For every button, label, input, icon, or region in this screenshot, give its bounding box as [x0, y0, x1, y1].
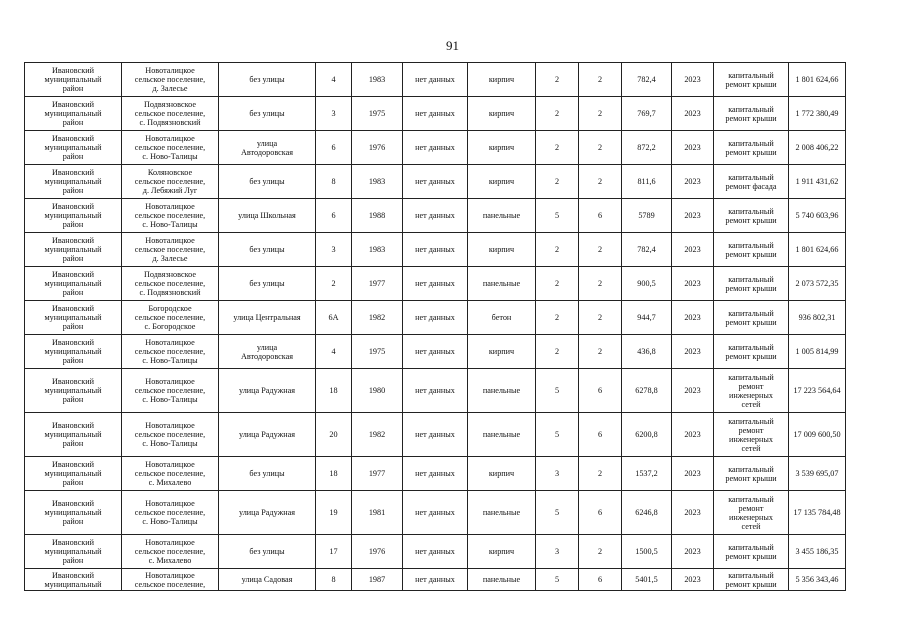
cell-house: 8	[316, 165, 352, 199]
cell-plan-year: 2023	[672, 569, 714, 591]
cell-district: Ивановский муниципальный район	[25, 63, 122, 97]
cell-street: улица Школьная	[219, 199, 316, 233]
cell-cost: 17 009 600,50	[789, 413, 846, 457]
cell-house: 8	[316, 569, 352, 591]
cell-district: Ивановский муниципальный район	[25, 165, 122, 199]
cell-extra: нет данных	[403, 535, 468, 569]
table-row	[25, 335, 846, 369]
cell-extra: нет данных	[403, 63, 468, 97]
cell-house: 4	[316, 63, 352, 97]
cell-floors: 5	[536, 491, 579, 535]
cell-plan-year: 2023	[672, 457, 714, 491]
cell-settlement: Коляновское сельское поселение, д. Лебяжий Луг	[122, 165, 219, 199]
cell-district: Ивановский муниципальный район	[25, 335, 122, 369]
registry-table	[24, 62, 846, 591]
cell-street: без улицы	[219, 267, 316, 301]
cell-street: улица Центральная	[219, 301, 316, 335]
cell-street: улица Автодоровская	[219, 131, 316, 165]
cell-extra: нет данных	[403, 457, 468, 491]
cell-street: без улицы	[219, 457, 316, 491]
cell-material: панельные	[468, 369, 536, 413]
table-row	[25, 267, 846, 301]
cell-extra: нет данных	[403, 267, 468, 301]
cell-house: 18	[316, 457, 352, 491]
cell-entrances: 6	[579, 491, 622, 535]
cell-work: капитальный ремонт крыши	[714, 569, 789, 591]
cell-area: 1537,2	[622, 457, 672, 491]
cell-work: капитальный ремонт крыши	[714, 457, 789, 491]
cell-house: 3	[316, 233, 352, 267]
cell-extra: нет данных	[403, 165, 468, 199]
cell-material: панельные	[468, 199, 536, 233]
cell-floors: 5	[536, 569, 579, 591]
cell-street: улица Радужная	[219, 413, 316, 457]
cell-extra: нет данных	[403, 301, 468, 335]
cell-year: 1983	[352, 233, 403, 267]
cell-area: 872,2	[622, 131, 672, 165]
cell-year: 1976	[352, 535, 403, 569]
cell-entrances: 2	[579, 97, 622, 131]
cell-floors: 2	[536, 165, 579, 199]
cell-year: 1983	[352, 165, 403, 199]
cell-cost: 1 772 380,49	[789, 97, 846, 131]
cell-extra: нет данных	[403, 335, 468, 369]
cell-material: кирпич	[468, 63, 536, 97]
cell-settlement: Новоталицкое сельское поселение, с. Ново-Талицы	[122, 369, 219, 413]
cell-district: Ивановский муниципальный район	[25, 97, 122, 131]
cell-settlement: Новоталицкое сельское поселение, с. Михалево	[122, 457, 219, 491]
table-row	[25, 301, 846, 335]
table-row	[25, 233, 846, 267]
cell-work: капитальный ремонт крыши	[714, 97, 789, 131]
cell-work: капитальный ремонт крыши	[714, 535, 789, 569]
cell-area: 6200,8	[622, 413, 672, 457]
cell-house: 6А	[316, 301, 352, 335]
cell-year: 1977	[352, 457, 403, 491]
cell-material: кирпич	[468, 535, 536, 569]
cell-material: бетон	[468, 301, 536, 335]
page-number: 91	[446, 38, 459, 53]
cell-work: капитальный ремонт инженерных сетей	[714, 413, 789, 457]
cell-floors: 2	[536, 97, 579, 131]
cell-work: капитальный ремонт инженерных сетей	[714, 369, 789, 413]
cell-plan-year: 2023	[672, 535, 714, 569]
table-row	[25, 131, 846, 165]
cell-floors: 2	[536, 233, 579, 267]
cell-work: капитальный ремонт инженерных сетей	[714, 491, 789, 535]
cell-cost: 5 740 603,96	[789, 199, 846, 233]
cell-plan-year: 2023	[672, 165, 714, 199]
cell-extra: нет данных	[403, 199, 468, 233]
cell-district: Ивановский муниципальный район	[25, 457, 122, 491]
cell-area: 782,4	[622, 233, 672, 267]
cell-year: 1983	[352, 63, 403, 97]
cell-settlement: Подвязновское сельское поселение, с. Подвязновский	[122, 267, 219, 301]
cell-material: кирпич	[468, 233, 536, 267]
table-row	[25, 165, 846, 199]
cell-street: без улицы	[219, 535, 316, 569]
cell-entrances: 2	[579, 267, 622, 301]
cell-district: Ивановский муниципальный район	[25, 131, 122, 165]
cell-year: 1982	[352, 413, 403, 457]
table-row	[25, 63, 846, 97]
cell-house: 4	[316, 335, 352, 369]
cell-plan-year: 2023	[672, 63, 714, 97]
cell-plan-year: 2023	[672, 233, 714, 267]
cell-house: 6	[316, 199, 352, 233]
cell-area: 811,6	[622, 165, 672, 199]
cell-area: 782,4	[622, 63, 672, 97]
cell-district: Ивановский муниципальный район	[25, 301, 122, 335]
cell-work: капитальный ремонт крыши	[714, 301, 789, 335]
table-row	[25, 199, 846, 233]
cell-entrances: 6	[579, 413, 622, 457]
table-row	[25, 369, 846, 413]
cell-material: кирпич	[468, 165, 536, 199]
cell-area: 5789	[622, 199, 672, 233]
cell-extra: нет данных	[403, 131, 468, 165]
cell-work: капитальный ремонт крыши	[714, 131, 789, 165]
cell-settlement: Новоталицкое сельское поселение, с. Ново-Талицы	[122, 131, 219, 165]
cell-plan-year: 2023	[672, 491, 714, 535]
cell-house: 20	[316, 413, 352, 457]
cell-extra: нет данных	[403, 569, 468, 591]
cell-year: 1987	[352, 569, 403, 591]
cell-entrances: 2	[579, 335, 622, 369]
cell-street: без улицы	[219, 97, 316, 131]
cell-extra: нет данных	[403, 233, 468, 267]
cell-material: кирпич	[468, 457, 536, 491]
cell-work: капитальный ремонт крыши	[714, 199, 789, 233]
cell-district: Ивановский муниципальный район	[25, 413, 122, 457]
cell-street: без улицы	[219, 63, 316, 97]
cell-plan-year: 2023	[672, 199, 714, 233]
cell-cost: 936 802,31	[789, 301, 846, 335]
cell-cost: 17 135 784,48	[789, 491, 846, 535]
cell-cost: 1 911 431,62	[789, 165, 846, 199]
cell-entrances: 6	[579, 369, 622, 413]
cell-area: 1500,5	[622, 535, 672, 569]
cell-street: без улицы	[219, 233, 316, 267]
cell-extra: нет данных	[403, 491, 468, 535]
cell-plan-year: 2023	[672, 301, 714, 335]
cell-plan-year: 2023	[672, 131, 714, 165]
cell-plan-year: 2023	[672, 335, 714, 369]
cell-settlement: Новоталицкое сельское поселение, с. Михалево	[122, 535, 219, 569]
cell-material: кирпич	[468, 131, 536, 165]
cell-year: 1980	[352, 369, 403, 413]
table-row	[25, 535, 846, 569]
cell-area: 900,5	[622, 267, 672, 301]
cell-year: 1977	[352, 267, 403, 301]
cell-work: капитальный ремонт крыши	[714, 233, 789, 267]
cell-material: панельные	[468, 569, 536, 591]
table-row	[25, 413, 846, 457]
cell-floors: 5	[536, 369, 579, 413]
cell-settlement: Новоталицкое сельское поселение, с. Ново-Талицы	[122, 199, 219, 233]
cell-cost: 1 801 624,66	[789, 63, 846, 97]
cell-settlement: Богородское сельское поселение, с. Богородское	[122, 301, 219, 335]
cell-area: 6246,8	[622, 491, 672, 535]
cell-plan-year: 2023	[672, 413, 714, 457]
cell-settlement: Новоталицкое сельское поселение, с. Ново-Талицы	[122, 413, 219, 457]
cell-area: 5401,5	[622, 569, 672, 591]
cell-floors: 2	[536, 301, 579, 335]
cell-entrances: 2	[579, 165, 622, 199]
cell-cost: 1 005 814,99	[789, 335, 846, 369]
cell-entrances: 6	[579, 199, 622, 233]
cell-floors: 2	[536, 335, 579, 369]
cell-entrances: 2	[579, 301, 622, 335]
cell-floors: 5	[536, 413, 579, 457]
cell-house: 18	[316, 369, 352, 413]
cell-district: Ивановский муниципальный	[25, 569, 122, 591]
cell-work: капитальный ремонт крыши	[714, 267, 789, 301]
cell-year: 1975	[352, 335, 403, 369]
table-row	[25, 569, 846, 591]
cell-floors: 2	[536, 63, 579, 97]
cell-year: 1976	[352, 131, 403, 165]
cell-street: без улицы	[219, 165, 316, 199]
cell-district: Ивановский муниципальный район	[25, 491, 122, 535]
cell-floors: 2	[536, 267, 579, 301]
cell-work: капитальный ремонт крыши	[714, 63, 789, 97]
cell-material: кирпич	[468, 97, 536, 131]
cell-year: 1988	[352, 199, 403, 233]
cell-work: капитальный ремонт крыши	[714, 335, 789, 369]
cell-year: 1981	[352, 491, 403, 535]
cell-floors: 3	[536, 535, 579, 569]
cell-extra: нет данных	[403, 97, 468, 131]
cell-house: 19	[316, 491, 352, 535]
cell-settlement: Новоталицкое сельское поселение,	[122, 569, 219, 591]
cell-settlement: Новоталицкое сельское поселение, с. Ново-Талицы	[122, 335, 219, 369]
cell-district: Ивановский муниципальный район	[25, 535, 122, 569]
cell-district: Ивановский муниципальный район	[25, 267, 122, 301]
cell-entrances: 2	[579, 131, 622, 165]
cell-cost: 3 455 186,35	[789, 535, 846, 569]
cell-plan-year: 2023	[672, 267, 714, 301]
cell-material: панельные	[468, 267, 536, 301]
cell-settlement: Новоталицкое сельское поселение, д. Залесье	[122, 63, 219, 97]
cell-extra: нет данных	[403, 413, 468, 457]
cell-cost: 2 008 406,22	[789, 131, 846, 165]
cell-house: 3	[316, 97, 352, 131]
cell-area: 6278,8	[622, 369, 672, 413]
cell-street: улица Радужная	[219, 491, 316, 535]
cell-work: капитальный ремонт фасада	[714, 165, 789, 199]
cell-house: 6	[316, 131, 352, 165]
cell-house: 17	[316, 535, 352, 569]
cell-district: Ивановский муниципальный район	[25, 199, 122, 233]
cell-area: 944,7	[622, 301, 672, 335]
table-row	[25, 97, 846, 131]
cell-street: улица Автодоровская	[219, 335, 316, 369]
cell-street: улица Радужная	[219, 369, 316, 413]
cell-area: 436,8	[622, 335, 672, 369]
cell-material: панельные	[468, 413, 536, 457]
cell-floors: 5	[536, 199, 579, 233]
cell-floors: 3	[536, 457, 579, 491]
cell-material: кирпич	[468, 335, 536, 369]
cell-street: улица Садовая	[219, 569, 316, 591]
cell-house: 2	[316, 267, 352, 301]
cell-cost: 17 223 564,64	[789, 369, 846, 413]
cell-plan-year: 2023	[672, 97, 714, 131]
cell-entrances: 6	[579, 569, 622, 591]
cell-settlement: Подвязновское сельское поселение, с. Подвязновский	[122, 97, 219, 131]
cell-cost: 1 801 624,66	[789, 233, 846, 267]
cell-area: 769,7	[622, 97, 672, 131]
cell-cost: 5 356 343,46	[789, 569, 846, 591]
cell-district: Ивановский муниципальный район	[25, 233, 122, 267]
cell-extra: нет данных	[403, 369, 468, 413]
cell-cost: 2 073 572,35	[789, 267, 846, 301]
table-row	[25, 457, 846, 491]
cell-year: 1975	[352, 97, 403, 131]
cell-entrances: 2	[579, 63, 622, 97]
cell-plan-year: 2023	[672, 369, 714, 413]
cell-year: 1982	[352, 301, 403, 335]
cell-district: Ивановский муниципальный район	[25, 369, 122, 413]
cell-settlement: Новоталицкое сельское поселение, с. Ново-Талицы	[122, 491, 219, 535]
cell-entrances: 2	[579, 457, 622, 491]
cell-entrances: 2	[579, 535, 622, 569]
cell-settlement: Новоталицкое сельское поселение, д. Залесье	[122, 233, 219, 267]
cell-floors: 2	[536, 131, 579, 165]
cell-cost: 3 539 695,07	[789, 457, 846, 491]
cell-entrances: 2	[579, 233, 622, 267]
cell-material: панельные	[468, 491, 536, 535]
table-row	[25, 491, 846, 535]
